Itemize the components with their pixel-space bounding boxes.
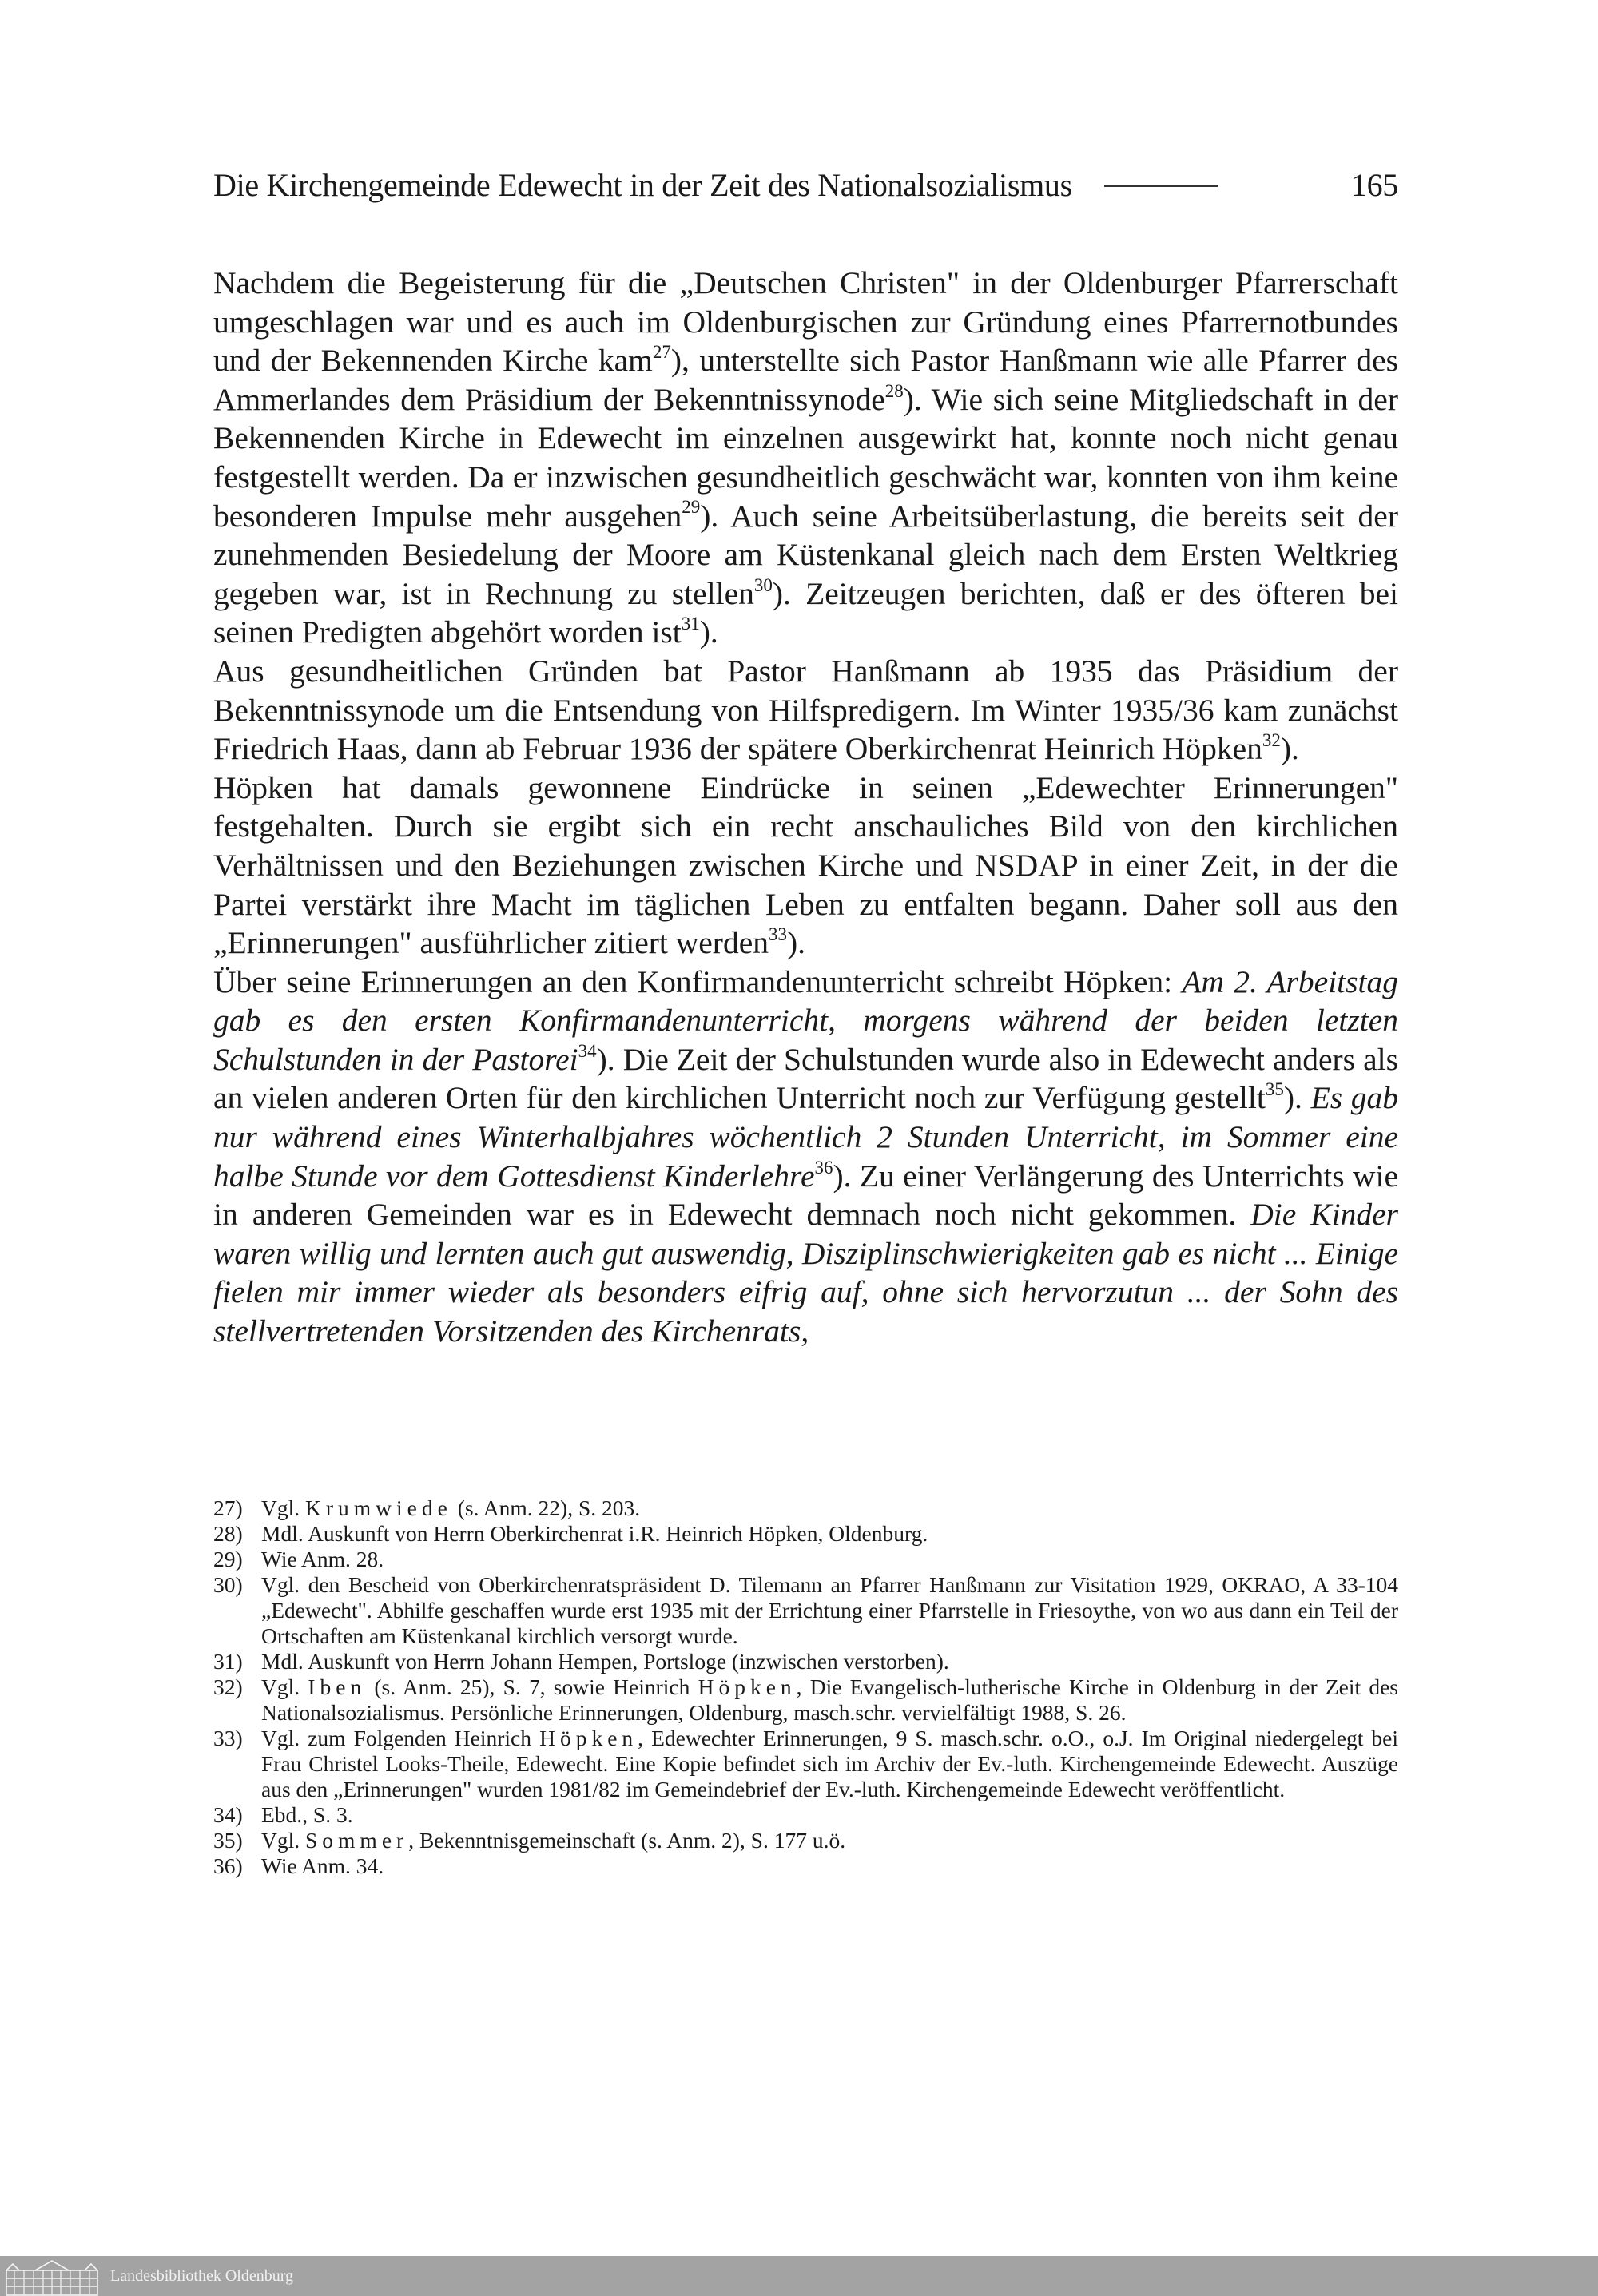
quotation: Es gab nur während eines Winterhalbjahres wöchentlich 2 Stunden Unterricht, im Sommer eine halbe Stunde vor dem Gottesdienst Kinderlehre <box>213 1080 1399 1194</box>
footnote-33: 33) Vgl. zum Folgenden Heinrich Höpken, Edewechter Erinnerungen, 9 S. masch.schr. o.O., o.J. Im Original niedergelegt bei Frau Christel Looks-Theile, Edewecht. Eine Kopie befindet sich im Archiv der Ev.-luth. Kirchengemeinde Edewecht. Auszüge aus den „Erinnerungen" wurden 1981/82 im Gemeindebrief der Ev.-luth. Kirchengemeinde Edewecht veröffentlicht. <box>213 1726 1399 1801</box>
library-footer-bar <box>0 2256 1598 2296</box>
paragraph: Aus gesundheitlichen Gründen bat Pastor Hanßmann ab 1935 das Präsidium der Bekenntnissynode um die Entsendung von Hilfspredigern. Im Winter 1935/36 kam zunächst Friedrich Haas, dann ab Februar 1936 der spätere Oberkirchenrat Heinrich Höpken$^{32}$). <box>213 653 1398 767</box>
author-name: Krumwiede <box>305 1496 452 1520</box>
footnote-36: 36) Wie Anm. 34. <box>213 1853 384 1878</box>
paragraph: Über seine Erinnerungen an den Konfirmandenunterricht schreibt Höpken: Am 2. Arbeitstag gab es den ersten Konfirmandenunterricht, morgens während der beiden letzten Schulstunden in der Pastorei$^{34}$). Die Zeit der Schulstunden wurde also in Edewecht anders als an vielen anderen Orten für den kirchlichen Unterricht noch zur Verfügung gestellt$^{35}$). Es gab nur während eines Winterhalbjahres wöchentlich 2 Stunden Unterricht, im Sommer eine halbe Stunde vor dem Gottesdienst Kinderlehre$^{36}$). Zu einer Verlängerung des Unterrichts wie in anderen Gemeinden war es in Edewecht demnach noch nicht gekommen. Die Kinder waren willig und lernten auch gut auswendig, Disziplinschwierigkeiten gab es nicht ... Einige fielen mir immer wieder als besonders eifrig auf, ohne sich hervorzutun ... der Sohn des stellvertretenden Vorsitzenden des Kirchenrats, <box>213 963 1399 1349</box>
footnote-ref[interactable]: 30 <box>753 574 773 595</box>
footnote-32: 32) Vgl. Iben (s. Anm. 25), S. 7, sowie Heinrich Höpken, Die Evangelisch-lutherische Kirche in Oldenburg in der Zeit des Nationalsozialismus. Persönliche Erinnerungen, Oldenburg, masch.schr. vervielfältigt 1988, S. 26. <box>213 1674 1398 1725</box>
library-name: Landesbibliothek Oldenburg <box>110 2266 294 2285</box>
main-text <box>213 264 1398 1351</box>
quotation: Die Kinder waren willig und lernten auch gut auswendig, Disziplinschwierigkeiten gab es nicht ... Einige fielen mir immer wieder als besonders eifrig auf, ohne sich hervorzutun ... der Sohn des stellvertretenden Vorsitzenden des Kirchenrats, <box>213 1197 1398 1349</box>
footnote-28: 28) Mdl. Auskunft von Herrn Oberkirchenrat i.R. Heinrich Höpken, Oldenburg. <box>213 1521 928 1546</box>
footnote-31: 31) Mdl. Auskunft von Herrn Johann Hempen, Portsloge (inzwischen verstorben). <box>213 1649 949 1674</box>
footnote-30: 30) Vgl. den Bescheid von Oberkirchenratspräsident D. Tilemann an Pfarrer Hanßmann zur Visitation 1929, OKRAO, A 33-104 „Edewecht". Abhilfe geschaffen wurde erst 1935 mit der Errichtung einer Pfarrstelle in Friesoythe, von wo aus dann ein Teil der Ortschaften am Küstenkanal kirchlich versorgt wurde. <box>213 1572 1398 1648</box>
footnote-29: 29) Wie Anm. 28. <box>213 1547 384 1571</box>
footnote-ref[interactable]: 36 <box>814 1157 833 1178</box>
footnote-ref[interactable]: 34 <box>578 1040 597 1061</box>
author-name: Höpken <box>539 1726 638 1750</box>
author-name: Höpken <box>698 1674 797 1699</box>
footnote-ref[interactable]: 28 <box>884 380 904 401</box>
footnote-ref[interactable]: 33 <box>769 924 787 944</box>
author-name: Iben <box>308 1674 367 1699</box>
footnote-ref[interactable]: 29 <box>682 497 701 518</box>
footnote-27: 27) Vgl. Krumwiede (s. Anm. 22), S. 203. <box>213 1496 641 1520</box>
footnote-ref[interactable]: 27 <box>652 342 671 363</box>
footnotes <box>213 1496 1398 1879</box>
quotation: Am 2. Arbeitstag gab es den ersten Konfirmandenunterricht, morgens während der beiden letzten Schulstunden in der Pastorei <box>213 963 1398 1077</box>
library-building-icon <box>5 2259 99 2296</box>
running-title: Die Kirchengemeinde Edewecht in der Zeit des Nationalsozialismus <box>213 166 1072 203</box>
author-name: Sommer <box>305 1828 409 1853</box>
paragraph: Nachdem die Begeisterung für die „Deutschen Christen" in der Oldenburger Pfarrerschaft umgeschlagen war und es auch im Oldenburgischen zur Gründung eines Pfarrernotbundes und der Bekennenden Kirche kam$^{27}$), unterstellte sich Pastor Hanßmann wie alle Pfarrer des Ammerlandes dem Präsidium der Bekenntnissynode$^{28}$). Wie sich seine Mitgliedschaft in der Bekennenden Kirche in Edewecht im einzelnen ausgewirkt hat, konnte noch nicht genau festgestellt werden. Da er inzwischen gesundheitlich geschwächt war, konnten von ihm keine besonderen Impulse mehr ausgehen$^{29}$). Auch seine Arbeitsüberlastung, die bereits seit der zunehmenden Besiedelung der Moore am Küstenkanal gleich nach dem Ersten Weltkrieg gegeben war, ist in Rechnung zu stellen$^{30}$). Zeitzeugen berichten, daß er des öfteren bei seinen Predigten abgehört worden ist$^{31}$). <box>213 265 1398 650</box>
footnote-35: 35) Vgl. Sommer, Bekenntnisgemeinschaft (s. Anm. 2), S. 177 u.ö. <box>213 1828 846 1853</box>
running-header <box>213 164 1398 205</box>
footnote-ref[interactable]: 31 <box>681 614 700 634</box>
footnote-34: 34) Ebd., S. 3. <box>213 1802 353 1827</box>
footnote-ref[interactable]: 32 <box>1262 729 1281 750</box>
paragraph: Höpken hat damals gewonnene Eindrücke in seinen „Edewechter Erinnerungen" festgehalten. Durch sie ergibt sich ein recht anschauliches Bild von den kirchlichen Verhältnissen und den Beziehungen zwischen Kirche und NSDAP in einer Zeit, in der die Partei verstärkt ihre Macht im täglichen Leben zu entfalten begann. Daher soll aus den „Erinnerungen" ausführlicher zitiert werden$^{33}$). <box>213 769 1398 961</box>
page-number: 165 <box>1350 166 1398 203</box>
header-rule <box>1104 185 1218 187</box>
footnote-ref[interactable]: 35 <box>1265 1079 1284 1100</box>
